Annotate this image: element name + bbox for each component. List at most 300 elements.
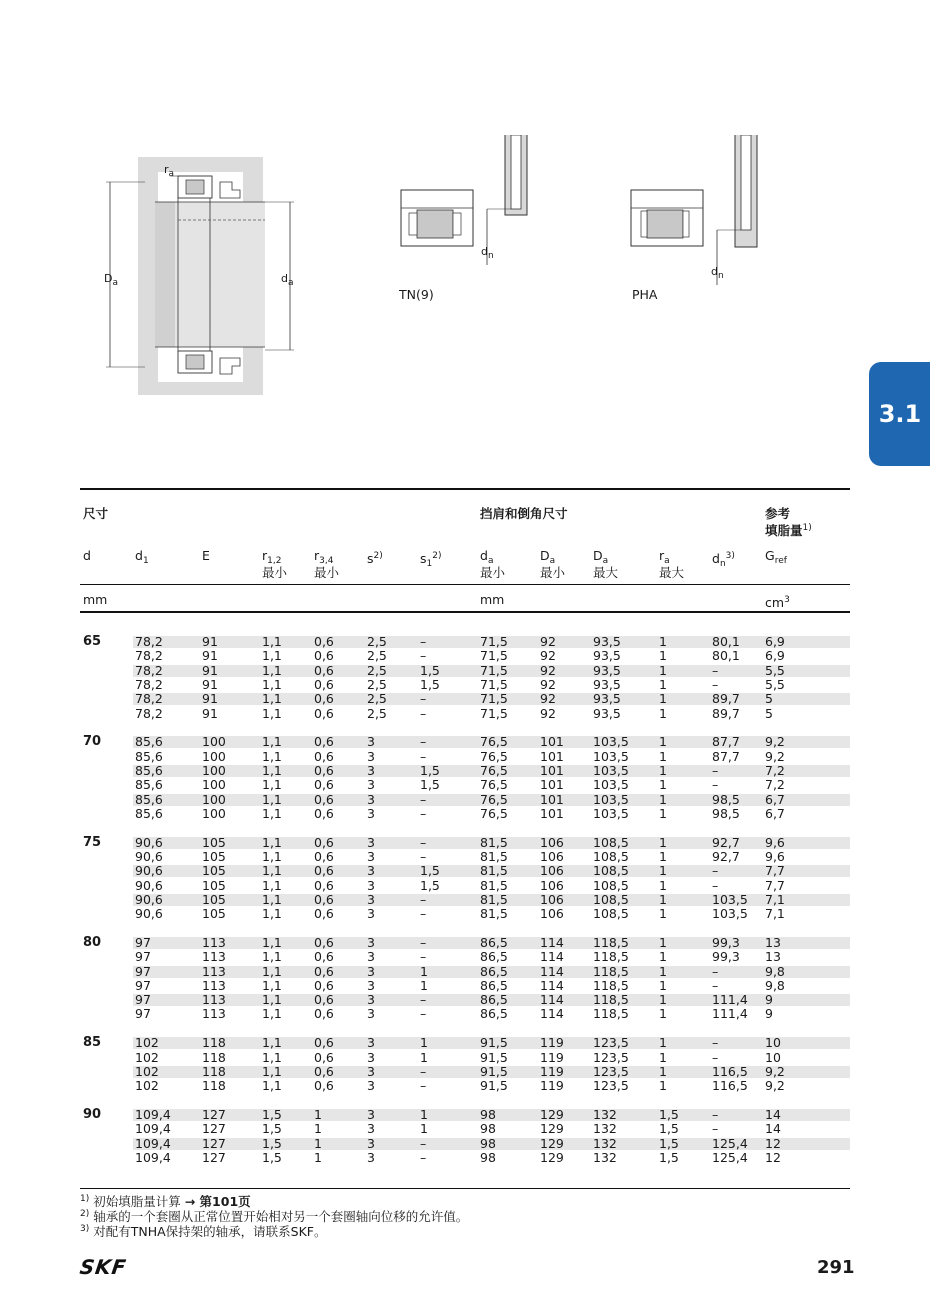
column-header-dn: $d_n^{3)}$ [712,551,735,569]
table-cell-dn: 87,7 [712,734,740,750]
table-cell-d1: 97 [135,992,151,1008]
table-cell-s: 3 [367,1078,375,1094]
table-cell-Damin: 106 [540,863,564,879]
table-cell-E: 91 [202,634,218,649]
table-cell-ra: 1,5 [659,1135,679,1151]
table-cell-d1: 102 [135,1063,159,1079]
table-cell-dn: 92,7 [712,848,740,864]
bore-diameter-80: 80 [83,934,102,950]
table-cell-da: 76,5 [480,762,508,778]
table-cell-ra: 1 [659,891,667,907]
table-cell-da: 98 [480,1121,496,1137]
table-cell-d1: 102 [135,1035,159,1051]
table-cell-ra: 1 [659,762,667,778]
table-cell-Damax: 108,5 [593,906,629,922]
table-cell-r34: 0,6 [314,791,334,807]
table-cell-s: 3 [367,1035,375,1051]
table-cell-d1: 78,2 [135,705,163,721]
table-cell-r12: 1,1 [262,877,282,893]
table-cell-Damin: 92 [540,634,556,649]
column-header-Gref: $G_{ref}$ [765,548,787,566]
table-cell-Damax: 123,5 [593,1049,629,1065]
table-cell-Gref: 6,7 [765,805,785,821]
table-cell-r12: 1,5 [262,1135,282,1151]
table-cell-ra: 1 [659,1035,667,1051]
bore-diameter-75: 75 [83,834,102,850]
column-header-da: $d_a$ 最小 [480,548,506,580]
table-cell-da: 86,5 [480,934,508,950]
table-cell-dn: 125,4 [712,1135,748,1151]
table-cell-E: 100 [202,791,226,807]
table-cell-Damax: 123,5 [593,1063,629,1079]
table-cell-Damax: 132 [593,1106,617,1122]
table-cell-da: 76,5 [480,777,508,793]
table-cell-Gref: 9 [765,1006,773,1022]
table-cell-d1: 85,6 [135,762,163,778]
table-cell-Damax: 108,5 [593,834,629,850]
table-cell-da: 91,5 [480,1078,508,1094]
table-cell-Damax: 108,5 [593,863,629,879]
table-cell-r34: 1 [314,1135,322,1151]
table-cell-E: 118 [202,1049,226,1065]
table-cell-r34: 0,6 [314,1078,334,1094]
table-cell-Damin: 114 [540,1006,564,1022]
table-cell-Gref: 14 [765,1106,781,1122]
table-cell-ra: 1 [659,1078,667,1094]
pha-dn-label: $d_n$ [711,265,724,281]
table-cell-Damin: 101 [540,805,564,821]
table-units-rule [80,611,850,613]
table-cell-ra: 1 [659,934,667,950]
table-cell-da: 81,5 [480,834,508,850]
table-cell-ra: 1 [659,634,667,649]
table-cell-s: 3 [367,1006,375,1022]
table-cell-dn: 80,1 [712,648,740,664]
table-cell-dn: – [712,963,719,979]
table-cell-Damax: 118,5 [593,949,629,965]
table-cell-d1: 97 [135,963,151,979]
column-header-d1: $d_1$ [135,548,149,566]
table-cell-E: 118 [202,1078,226,1094]
table-cell-E: 113 [202,934,226,950]
grease-header: 参考 填脂量$^{1)}$ [765,506,812,538]
table-cell-d1: 78,2 [135,676,163,692]
table-cell-ra: 1 [659,805,667,821]
table-cell-E: 91 [202,662,218,678]
table-cell-ra: 1,5 [659,1149,679,1165]
table-cell-r12: 1,1 [262,676,282,692]
table-cell-Damax: 93,5 [593,705,621,721]
table-cell-r34: 0,6 [314,992,334,1008]
table-cell-ra: 1 [659,1006,667,1022]
table-cell-d1: 85,6 [135,734,163,750]
table-cell-r34: 1 [314,1106,322,1122]
table-cell-da: 86,5 [480,992,508,1008]
section-tab[interactable]: 3.1 [869,362,930,466]
table-cell-r34: 0,6 [314,1049,334,1065]
table-cell-da: 71,5 [480,691,508,707]
table-cell-r12: 1,1 [262,748,282,764]
table-cell-Gref: 7,2 [765,762,785,778]
table-cell-d1: 102 [135,1078,159,1094]
table-cell-Gref: 10 [765,1035,781,1051]
table-cell-s1: 1,5 [420,777,440,793]
table-cell-da: 91,5 [480,1049,508,1065]
table-cell-s: 3 [367,1106,375,1122]
table-cell-s1: 1 [420,963,428,979]
table-cell-d1: 90,6 [135,877,163,893]
table-cell-Gref: 10 [765,1049,781,1065]
table-cell-s1: – [420,992,427,1008]
table-cell-da: 98 [480,1135,496,1151]
table-cell-Damax: 103,5 [593,762,629,778]
table-cell-d1: 78,2 [135,634,163,649]
units-grease: $cm^3$ [765,595,790,610]
table-bottom-rule [80,1188,850,1189]
table-cell-Damax: 93,5 [593,662,621,678]
table-cell-s1: – [420,705,427,721]
table-cell-Damin: 129 [540,1135,564,1151]
table-cell-Damin: 101 [540,734,564,750]
table-cell-Gref: 12 [765,1135,781,1151]
table-cell-E: 105 [202,877,226,893]
table-cell-s: 3 [367,949,375,965]
table-cell-Damax: 123,5 [593,1078,629,1094]
table-cell-Gref: 13 [765,949,781,965]
table-cell-r34: 0,6 [314,963,334,979]
table-cell-dn: – [712,977,719,993]
table-cell-s: 3 [367,877,375,893]
table-cell-Damax: 103,5 [593,791,629,807]
table-cell-r34: 0,6 [314,848,334,864]
tn9-cage-drawing [395,135,535,270]
table-cell-dn: 89,7 [712,691,740,707]
table-cell-Gref: 9,2 [765,1078,785,1094]
column-header-E: E [202,548,210,563]
table-cell-Gref: 9,2 [765,748,785,764]
bore-diameter-90: 90 [83,1106,102,1122]
table-cell-Damin: 101 [540,777,564,793]
table-cell-r12: 1,1 [262,791,282,807]
table-cell-E: 105 [202,834,226,850]
table-cell-da: 76,5 [480,791,508,807]
table-cell-r34: 0,6 [314,691,334,707]
table-cell-d1: 90,6 [135,891,163,907]
table-cell-Gref: 7,7 [765,863,785,879]
table-cell-r12: 1,1 [262,648,282,664]
table-header-rule [80,584,850,585]
table-cell-r12: 1,5 [262,1106,282,1122]
table-cell-dn: – [712,863,719,879]
table-cell-s1: 1 [420,1106,428,1122]
table-cell-Gref: 9,6 [765,848,785,864]
table-cell-Gref: 13 [765,934,781,950]
table-cell-s1: – [420,691,427,707]
table-cell-d1: 97 [135,949,151,965]
table-cell-r34: 0,6 [314,834,334,850]
table-cell-ra: 1 [659,734,667,750]
table-cell-da: 86,5 [480,977,508,993]
table-cell-s1: 1,5 [420,877,440,893]
table-cell-da: 81,5 [480,877,508,893]
table-cell-E: 105 [202,891,226,907]
table-cell-Gref: 6,7 [765,791,785,807]
table-cell-da: 71,5 [480,648,508,664]
table-cell-Damin: 119 [540,1049,564,1065]
pha-label: PHA [632,287,658,302]
table-cell-s: 3 [367,791,375,807]
table-cell-Damax: 93,5 [593,691,621,707]
table-cell-ra: 1 [659,648,667,664]
footnote-1-link[interactable]: → 第101页 [184,1194,251,1209]
table-cell-s1: 1,5 [420,662,440,678]
table-cell-dn: – [712,777,719,793]
table-cell-dn: – [712,676,719,692]
table-cell-r34: 0,6 [314,634,334,649]
table-cell-dn: 111,4 [712,992,748,1008]
table-cell-da: 91,5 [480,1063,508,1079]
table-cell-r12: 1,1 [262,1049,282,1065]
table-cell-da: 86,5 [480,1006,508,1022]
column-header-Damin: $D_a$ 最小 [540,548,566,580]
table-cell-s1: – [420,1006,427,1022]
table-cell-r12: 1,1 [262,1035,282,1051]
table-cell-Damin: 101 [540,762,564,778]
table-cell-ra: 1 [659,676,667,692]
table-cell-E: 127 [202,1121,226,1137]
units-dimensions: mm [83,592,108,607]
table-cell-r12: 1,5 [262,1149,282,1165]
table-cell-dn: – [712,662,719,678]
table-cell-r34: 0,6 [314,891,334,907]
column-header-s: $s^{2)}$ [367,551,383,566]
table-cell-r12: 1,1 [262,691,282,707]
table-cell-E: 91 [202,691,218,707]
table-cell-ra: 1 [659,992,667,1008]
table-cell-Gref: 9,2 [765,734,785,750]
table-cell-s: 3 [367,863,375,879]
table-cell-Damin: 101 [540,791,564,807]
tn9-label: TN(9) [399,287,434,302]
table-cell-Damax: 108,5 [593,848,629,864]
table-cell-dn: 111,4 [712,1006,748,1022]
table-cell-r12: 1,1 [262,934,282,950]
table-cell-da: 81,5 [480,848,508,864]
tn9-dn-label: $d_n$ [481,245,494,261]
column-header-ra: $r_a$ 最大 [659,548,685,580]
table-cell-Damax: 132 [593,1121,617,1137]
table-cell-E: 113 [202,1006,226,1022]
table-cell-dn: 103,5 [712,891,748,907]
table-cell-Gref: 5 [765,705,773,721]
table-cell-s: 2,5 [367,634,387,649]
table-cell-Damin: 106 [540,877,564,893]
table-cell-s: 3 [367,906,375,922]
table-cell-d1: 109,4 [135,1135,171,1151]
table-cell-Gref: 14 [765,1121,781,1137]
table-cell-d1: 85,6 [135,791,163,807]
bore-diameter-70: 70 [83,734,102,750]
table-cell-s: 3 [367,762,375,778]
table-cell-da: 98 [480,1149,496,1165]
table-cell-E: 91 [202,705,218,721]
table-cell-r12: 1,1 [262,863,282,879]
table-cell-dn: 99,3 [712,934,740,950]
table-cell-Gref: 5,5 [765,676,785,692]
Da-label: $D_a$ [104,272,118,288]
table-cell-d1: 109,4 [135,1121,171,1137]
da-label: $d_a$ [281,272,294,288]
table-cell-s: 3 [367,848,375,864]
table-cell-Damax: 108,5 [593,891,629,907]
table-cell-E: 100 [202,777,226,793]
table-cell-r34: 0,6 [314,777,334,793]
table-cell-E: 100 [202,734,226,750]
table-cell-da: 86,5 [480,963,508,979]
table-cell-Damin: 119 [540,1035,564,1051]
bearing-mounting-drawing [100,150,300,400]
table-cell-d1: 85,6 [135,748,163,764]
table-cell-ra: 1 [659,1063,667,1079]
table-cell-E: 127 [202,1149,226,1165]
table-cell-Damax: 118,5 [593,963,629,979]
table-cell-s1: – [420,734,427,750]
table-cell-s: 2,5 [367,705,387,721]
table-cell-d1: 109,4 [135,1106,171,1122]
table-cell-d1: 102 [135,1049,159,1065]
table-cell-r12: 1,1 [262,705,282,721]
table-cell-Damin: 129 [540,1149,564,1165]
table-cell-s: 3 [367,1149,375,1165]
table-cell-s1: – [420,906,427,922]
table-cell-s1: – [420,1063,427,1079]
table-cell-Damin: 106 [540,906,564,922]
table-cell-s1: 1 [420,1049,428,1065]
table-cell-dn: – [712,1121,719,1137]
table-cell-s1: 1,5 [420,676,440,692]
table-cell-da: 81,5 [480,891,508,907]
table-cell-ra: 1 [659,906,667,922]
table-cell-da: 76,5 [480,734,508,750]
table-cell-E: 127 [202,1106,226,1122]
table-cell-da: 98 [480,1106,496,1122]
column-header-d: d [83,548,91,563]
table-cell-s: 3 [367,805,375,821]
table-cell-r34: 0,6 [314,977,334,993]
table-cell-dn: 103,5 [712,906,748,922]
table-cell-r34: 0,6 [314,934,334,950]
table-cell-s1: – [420,1078,427,1094]
table-cell-E: 105 [202,848,226,864]
table-cell-r12: 1,1 [262,848,282,864]
table-cell-ra: 1 [659,863,667,879]
table-cell-d1: 78,2 [135,691,163,707]
table-cell-r34: 1 [314,1149,322,1165]
table-cell-ra: 1 [659,748,667,764]
page-number: 291 [817,1257,855,1278]
table-cell-dn: – [712,877,719,893]
table-cell-r34: 0,6 [314,648,334,664]
table-cell-r12: 1,1 [262,634,282,649]
table-cell-s1: – [420,748,427,764]
table-cell-Gref: 6,9 [765,648,785,664]
table-cell-Damin: 114 [540,977,564,993]
table-cell-s: 2,5 [367,691,387,707]
table-cell-dn: 98,5 [712,805,740,821]
table-cell-dn: 116,5 [712,1078,748,1094]
table-cell-r12: 1,1 [262,1078,282,1094]
table-cell-da: 81,5 [480,906,508,922]
table-cell-r34: 0,6 [314,1063,334,1079]
table-cell-s: 3 [367,834,375,850]
table-cell-s1: – [420,1149,427,1165]
table-cell-da: 71,5 [480,676,508,692]
table-cell-ra: 1 [659,834,667,850]
footnote-2: $^{2)}$ 轴承的一个套圈从正常位置开始相对另一个套圈轴向位移的允许值。 [80,1209,469,1224]
table-cell-r12: 1,1 [262,762,282,778]
table-cell-dn: – [712,1035,719,1051]
table-cell-s: 3 [367,963,375,979]
table-cell-s1: – [420,1135,427,1151]
column-header-r34: $r_{3,4}$ 最小 [314,548,340,580]
table-cell-ra: 1 [659,1049,667,1065]
table-cell-ra: 1 [659,977,667,993]
table-cell-E: 100 [202,762,226,778]
table-cell-Gref: 9,8 [765,963,785,979]
table-cell-s: 3 [367,1135,375,1151]
table-cell-r12: 1,1 [262,662,282,678]
table-cell-E: 113 [202,963,226,979]
table-cell-Gref: 7,2 [765,777,785,793]
table-cell-Gref: 12 [765,1149,781,1165]
table-cell-r12: 1,1 [262,891,282,907]
table-cell-r34: 0,6 [314,662,334,678]
table-cell-s: 2,5 [367,676,387,692]
table-cell-dn: 116,5 [712,1063,748,1079]
table-cell-Damax: 93,5 [593,676,621,692]
table-cell-s1: – [420,634,427,649]
table-cell-da: 71,5 [480,705,508,721]
table-cell-r12: 1,1 [262,992,282,1008]
table-cell-d1: 85,6 [135,805,163,821]
table-cell-d1: 90,6 [135,863,163,879]
table-cell-d1: 97 [135,977,151,993]
table-cell-Gref: 6,9 [765,634,785,649]
table-cell-Damin: 114 [540,949,564,965]
table-cell-Damax: 103,5 [593,748,629,764]
table-cell-s1: – [420,848,427,864]
table-cell-da: 86,5 [480,949,508,965]
table-cell-s: 2,5 [367,648,387,664]
table-cell-Damax: 132 [593,1135,617,1151]
table-cell-Damin: 129 [540,1121,564,1137]
table-cell-ra: 1,5 [659,1121,679,1137]
table-cell-E: 105 [202,906,226,922]
table-cell-Damax: 118,5 [593,992,629,1008]
table-cell-Damax: 103,5 [593,805,629,821]
table-cell-r34: 0,6 [314,949,334,965]
table-cell-da: 76,5 [480,805,508,821]
pha-cage-drawing [625,135,765,285]
table-cell-dn: – [712,1106,719,1122]
table-cell-d1: 78,2 [135,648,163,664]
table-cell-Gref: 7,1 [765,906,785,922]
table-cell-Damax: 132 [593,1149,617,1165]
table-cell-Gref: 9,6 [765,834,785,850]
table-cell-Damax: 93,5 [593,634,621,649]
table-cell-Gref: 7,1 [765,891,785,907]
table-cell-Damin: 119 [540,1078,564,1094]
